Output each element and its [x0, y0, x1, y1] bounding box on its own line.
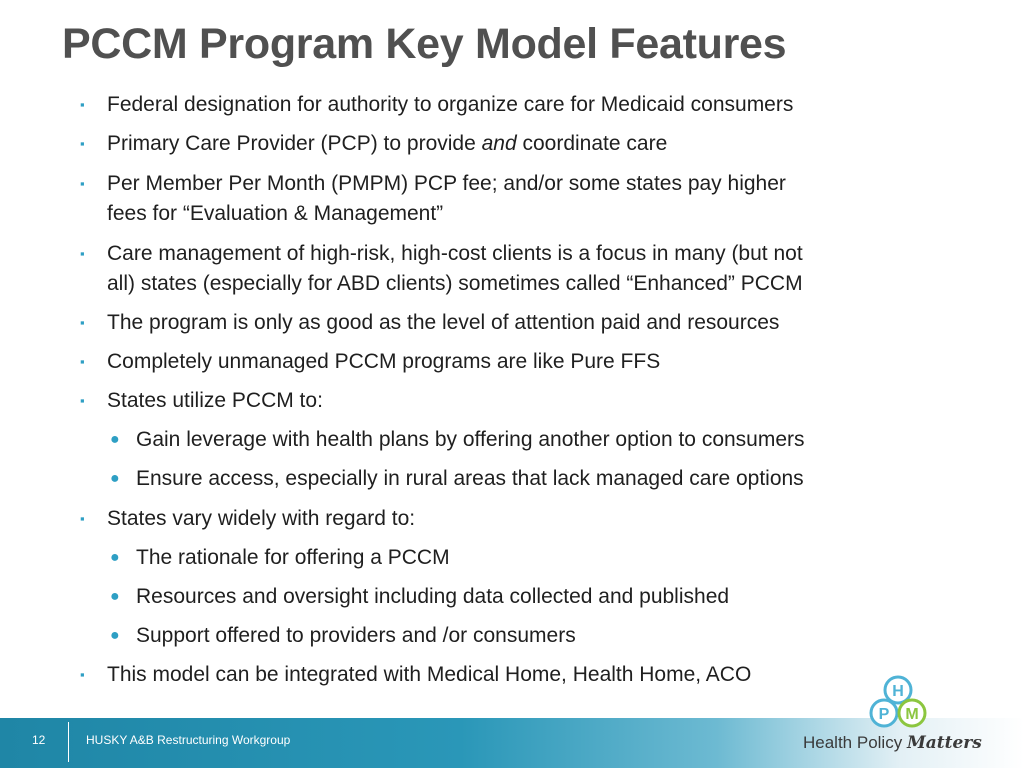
square-bullet-icon: ▪ — [80, 136, 85, 151]
logo-letter-m: M — [905, 706, 919, 723]
square-bullet-icon: ▪ — [80, 354, 85, 369]
sub-bullet-item — [110, 543, 986, 573]
dot-bullet-icon: ● — [110, 431, 120, 448]
bullet-text: Ensure access, especially in rural areas that lack managed care options — [136, 467, 804, 490]
bullet-text: Primary Care Provider (PCP) to provide — [107, 132, 482, 155]
square-bullet-icon: ▪ — [80, 393, 85, 408]
bullet-text: fees for “Evaluation & Management” — [107, 202, 444, 225]
bullet-item — [80, 347, 977, 377]
logo-letter-p: P — [878, 706, 890, 723]
bullet-emphasis: and — [481, 132, 517, 155]
bullet-text: Gain leverage with health plans by offering another option to consumers — [136, 428, 805, 451]
logo-wordmark — [803, 733, 982, 753]
square-bullet-icon: ▪ — [80, 667, 85, 682]
bullet-text: The program is only as good as the level of attention paid and resources — [107, 311, 780, 334]
bullet-text: Per Member Per Month (PMPM) PCP fee; and/or some states pay higher — [107, 172, 786, 195]
sub-bullet-item — [110, 621, 986, 651]
logo-text-script: Matters — [906, 733, 982, 753]
bullet-item — [80, 660, 977, 690]
bullet-text: Federal designation for authority to organize care for Medicaid consumers — [107, 93, 794, 116]
bullet-text: all) states (especially for ABD clients) sometimes called “Enhanced” PCCM — [107, 272, 803, 295]
page-number: 12 — [32, 733, 46, 747]
sub-bullet-item — [110, 582, 986, 612]
bullet-item — [80, 169, 977, 229]
health-policy-matters-logo-icon — [855, 675, 1024, 768]
bullet-text: States utilize PCCM to: — [107, 389, 323, 412]
dot-bullet-icon: ● — [110, 549, 120, 566]
bullet-item — [80, 239, 977, 299]
slide-title: PCCM Program Key Model Features — [62, 20, 787, 68]
sub-bullet-item — [110, 425, 986, 455]
bullet-text: The rationale for offering a PCCM — [136, 546, 450, 569]
square-bullet-icon: ▪ — [80, 315, 85, 330]
bullet-text: This model can be integrated with Medical Home, Health Home, ACO — [107, 663, 752, 686]
bullet-text: Care management of high-risk, high-cost clients is a focus in many (but not — [107, 242, 803, 265]
square-bullet-icon: ▪ — [80, 97, 85, 112]
bullet-text: Support offered to providers and /or consumers — [136, 624, 576, 647]
square-bullet-icon: ▪ — [80, 246, 85, 261]
logo-letter-h: H — [892, 683, 904, 700]
dot-bullet-icon: ● — [110, 470, 120, 487]
square-bullet-icon: ▪ — [80, 176, 85, 191]
sub-bullet-item — [110, 464, 986, 494]
bullet-text: States vary widely with regard to: — [107, 507, 416, 530]
footer-label: HUSKY A&B Restructuring Workgroup — [86, 733, 291, 747]
bullet-item — [80, 129, 977, 159]
logo-text-plain: Health Policy — [803, 733, 907, 752]
bullet-item — [80, 386, 977, 416]
square-bullet-icon: ▪ — [80, 511, 85, 526]
bullet-text: coordinate care — [516, 132, 668, 155]
bullet-item — [80, 90, 977, 120]
bullet-item — [80, 504, 977, 534]
bullet-item — [80, 308, 977, 338]
dot-bullet-icon: ● — [110, 588, 120, 605]
footer-divider — [68, 722, 69, 762]
bullet-text: Completely unmanaged PCCM programs are like Pure FFS — [107, 350, 661, 373]
dot-bullet-icon: ● — [110, 627, 120, 644]
bullet-text: Resources and oversight including data collected and published — [136, 585, 730, 608]
